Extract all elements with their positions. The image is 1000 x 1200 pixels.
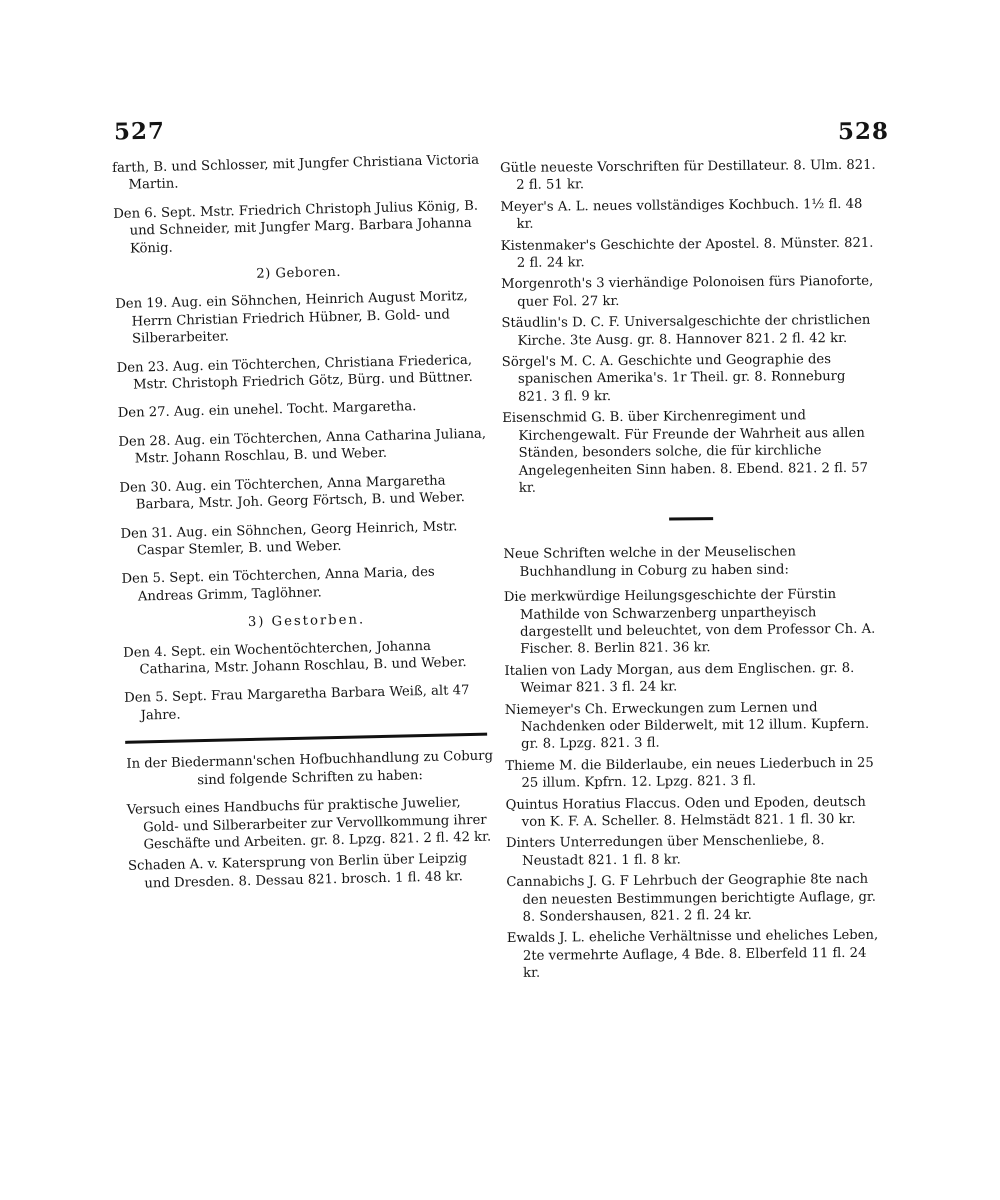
section-divider	[125, 733, 487, 744]
book-entry: Sörgel's M. C. A. Geschichte und Geographie des spanischen Amerika's. 1r Theil. gr. 8. Ronneburg 821. 3 fl. 9 kr.	[501, 352, 846, 405]
book-entry: Meyer's A. L. neues vollständiges Kochbuch. 1½ fl. 48 kr.	[500, 196, 863, 233]
page-number-left: 527	[113, 117, 166, 146]
page-number-right: 528	[837, 117, 890, 146]
section-heading-deaths: 3) Gestorben.	[247, 612, 366, 631]
book-entry: Morgenroth's 3 vierhändige Polonoisen fürs Pianoforte, quer Fol. 27 kr.	[501, 274, 874, 310]
left-column	[112, 152, 497, 897]
book-entry: Gütle neueste Vorschriften für Destillateur. 8. Ulm. 821. 2 fl. 51 kr.	[500, 157, 876, 194]
advert-heading-biedermann: In der Biedermann'schen Hofbuchhandlung zu Coburg sind folgende Schriften zu haben:	[126, 748, 494, 789]
book-entry: Quintus Horatius Flaccus. Oden und Epoden, deutsch von K. F. A. Scheller. 8. Helmstädt 821. 1 fl. 30 kr.	[505, 794, 866, 830]
book-entry: Thieme M. die Bilderlaube, ein neues Liederbuch in 25 25 illum. Kpfrn. 12. Lpzg. 821. 3 fl.	[505, 755, 874, 792]
birth-entry: Den 19. Aug. ein Söhnchen, Heinrich August Moritz, Herrn Christian Friedrich Hübner, B. Gold- und Silberarbeiter.	[115, 289, 468, 347]
book-entry: Cannabichs J. G. F Lehrbuch der Geographie 8te nach den neuesten Bestimmungen berichtigte Auflage, gr. 8. Sondershausen, 821. 2 fl. 24 kr.	[506, 872, 877, 925]
section-divider	[669, 517, 713, 520]
death-entry: Den 4. Sept. ein Wochentöchterchen, Johanna Catharina, Mstr. Johann Roschlau, B. und Weber.	[123, 638, 467, 678]
section-heading-births: 2) Geboren.	[256, 264, 342, 282]
marriage-entry: farth, B. und Schlosser, mit Jungfer Christiana Victoria Martin.	[112, 152, 480, 194]
book-entry: Versuch eines Handbuchs für praktische Juwelier, Gold- und Silberarbeiter zur Vervollkommung ihrer Geschäfte und Arbeiten. gr. 8. Lpzg. 821. 2 fl. 42 kr.	[126, 795, 492, 853]
book-entry: Schaden A. v. Katersprung von Berlin über Leipzig und Dresden. 8. Dessau 821. brosch. 1 fl. 48 kr.	[127, 851, 468, 892]
book-entry: Die merkwürdige Heilungsgeschichte der Fürstin Mathilde von Schwarzenberg unpartheyisch dargestellt und beleuchtet, von dem Professor Ch. A. Fischer. 8. Berlin 821. 36 kr.	[503, 587, 876, 658]
book-entry: Stäudlin's D. C. F. Universalgeschichte der christlichen Kirche. 3te Ausg. gr. 8. Hannover 821. 2 fl. 42 kr.	[501, 313, 871, 349]
birth-entry: Den 30. Aug. ein Töchterchen, Anna Margaretha Barbara, Mstr. Joh. Georg Förtsch, B. und Weber.	[119, 473, 466, 513]
birth-entry: Den 27. Aug. ein unehel. Tocht. Margaretha.	[117, 399, 417, 422]
book-entry: Eisenschmid G. B. über Kirchenregiment und Kirchengewalt. Für Freunde der Wahrheit aus allen Ständen, besonders solche, die für kirchliche Angelegenheiten Sinn haben. 8. Ebend. 821. 2 fl. 57 kr.	[502, 408, 869, 496]
birth-entry: Den 23. Aug. ein Töchterchen, Christiana Friederica, Mstr. Christoph Friedrich Götz, Bürg. und Büttner.	[116, 352, 473, 393]
advert-heading-meusel: Neue Schriften welche in der Meuselischen Buchhandlung in Coburg zu haben sind:	[503, 544, 797, 580]
book-entry: Kistenmaker's Geschichte der Apostel. 8. Münster. 821. 2 fl. 24 kr.	[500, 235, 874, 271]
death-entry: Den 5. Sept. Frau Margaretha Barbara Weiß, alt 47 Jahre.	[124, 683, 470, 724]
birth-entry: Den 28. Aug. ein Töchterchen, Anna Catharina Juliana, Mstr. Johann Roschlau, B. und Weber.	[118, 426, 487, 467]
book-entry: Italien von Lady Morgan, aus dem Englischen. gr. 8. Weimar 821. 3 fl. 24 kr.	[504, 660, 855, 696]
birth-entry: Den 5. Sept. ein Töchterchen, Anna Maria, des Andreas Grimm, Taglöhner.	[121, 565, 435, 605]
right-column	[500, 157, 883, 987]
birth-entry: Den 31. Aug. ein Söhnchen, Georg Heinrich, Mstr. Caspar Stemler, B. und Weber.	[120, 518, 458, 559]
marriage-entry: Den 6. Sept. Mstr. Friedrich Christoph Julius König, B. und Schneider, mit Jungfer Marg. Barbara Johanna König.	[113, 198, 479, 257]
book-entry: Dinters Unterredungen über Menschenliebe, 8. Neustadt 821. 1 fl. 8 kr.	[505, 833, 825, 869]
book-entry: Ewalds J. L. eheliche Verhältnisse und eheliches Leben, 2te vermehrte Auflage, 4 Bde. 8. Elberfeld 11 fl. 24 kr.	[506, 928, 879, 982]
book-entry: Niemeyer's Ch. Erweckungen zum Lernen und Nachdenken oder Bilderwelt, mit 12 illum. Kupfern. gr. 8. Lpzg. 821. 3 fl.	[504, 699, 870, 753]
